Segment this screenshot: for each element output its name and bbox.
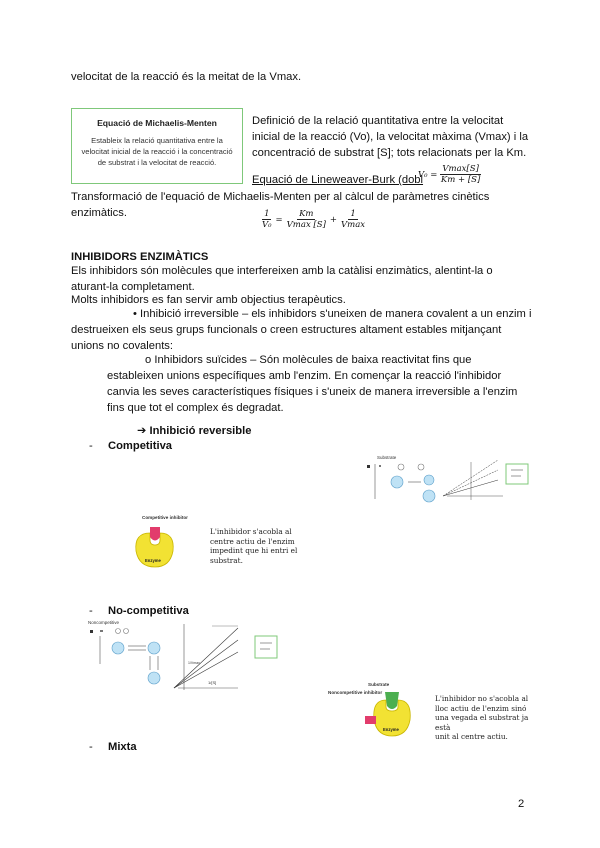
definition-line: inicial de la reacció (Vo), la velocitat màxima (Vmax) i la bbox=[252, 131, 529, 143]
graph-title: Substrate bbox=[377, 455, 397, 460]
noncompetitive-inhibitor-figure bbox=[328, 680, 428, 740]
mm-box-title: Equació de Michaelis-Menten bbox=[97, 118, 217, 128]
caption-line: L'inhibidor s'acobla al bbox=[210, 527, 292, 536]
sub-line: canvia les seves característiques físiques i s'uneix de manera irreversible a l'enzim bbox=[107, 386, 518, 398]
caption-line: unit al centre actiu. bbox=[435, 732, 508, 741]
enzyme-label: Enzyme bbox=[145, 558, 161, 563]
mm-equation bbox=[418, 164, 481, 185]
sub-line: estableixen unions específiques amb l'enzim. En començar la reacció l'inhibidor bbox=[107, 370, 502, 382]
sub-bullet-suicide bbox=[107, 352, 547, 416]
lb-t2-num: 1 bbox=[350, 209, 356, 219]
mm-equation-numerator: Vmax[S] bbox=[442, 164, 479, 174]
nc-enzyme-label: Enzyme bbox=[383, 727, 399, 732]
bullet-line: destrueixen els seus grups funcionals o creen estructures altament estables mitjançant bbox=[71, 324, 502, 336]
item-competitiva: Competitiva bbox=[108, 440, 173, 452]
dash: - bbox=[89, 741, 93, 753]
transform-line: Transformació de l'equació de Michaelis-Menten per al càlcul de paràmetres cinètics bbox=[71, 191, 490, 203]
noncompetitive-scheme bbox=[88, 618, 280, 690]
bullet-irreversible bbox=[71, 306, 541, 354]
noncompetitive-caption bbox=[435, 694, 545, 742]
bullet-line: • Inhibició irreversible – els inhibidors s'uneixen de manera covalent a un enzim i bbox=[133, 308, 532, 320]
competitive-inhibitor-figure bbox=[120, 513, 205, 573]
substrate-label: Substrate bbox=[368, 682, 390, 687]
lb-lhs-num: 1 bbox=[264, 209, 270, 219]
caption-line: L'inhibidor no s'acobla al bbox=[435, 694, 529, 703]
mm-equation-denominator: Km + [S] bbox=[440, 175, 481, 185]
caption-line: centre actiu de l'enzim bbox=[210, 536, 295, 546]
lb-lhs-den: V₀ bbox=[262, 220, 272, 230]
dash: - bbox=[89, 440, 93, 452]
nc-axis-x: 1/[S] bbox=[208, 680, 217, 685]
page-number: 2 bbox=[518, 798, 525, 810]
sub-line: o Inhibidors suïcides – Són molècules de baixa reactivitat fins que bbox=[145, 354, 472, 366]
mm-equation-lhs: V₀ = bbox=[418, 169, 438, 180]
definition-line: Definició de la relació quantitativa entre la velocitat bbox=[252, 115, 504, 127]
mm-box-body: Estableix la relació quantitativa entre la velocitat inicial de la reacció i la concentració de substrat i la velocitat de reacció. bbox=[81, 136, 233, 167]
paragraph-1 bbox=[71, 263, 493, 295]
nc-graph-title: Noncompetitive bbox=[88, 620, 120, 625]
paragraph-2: Molts inhibidors es fan servir amb objectius terapèutics. bbox=[71, 294, 346, 306]
sub-line: fins que tot el complex és degradat. bbox=[107, 402, 284, 414]
nc-vmax-label: 1/Vmax bbox=[188, 661, 200, 665]
para1-line: Els inhibidors són molècules que interfereixen amb la catàlisi enzimàtics, alentint-la o bbox=[71, 265, 493, 277]
definition-text bbox=[252, 113, 528, 161]
dash: - bbox=[89, 605, 93, 617]
transform-line: enzimàtics. bbox=[71, 207, 127, 219]
lb-t1-num: Km bbox=[299, 209, 314, 219]
lb-t2-den: Vmax bbox=[341, 220, 366, 230]
competitive-graph bbox=[363, 452, 531, 504]
competitive-label: Competitive inhibitor bbox=[142, 515, 188, 520]
caption-line: lloc actiu de l'enzim sinó bbox=[435, 703, 527, 713]
competitive-caption bbox=[210, 527, 300, 565]
lb-t1-den: Vmax [S] bbox=[286, 220, 326, 230]
caption-line: una vegada el substrat ja està bbox=[435, 713, 529, 732]
section-title: INHIBIDORS ENZIMÀTICS bbox=[71, 251, 209, 263]
intro-line: velocitat de la reacció és la meitat de la Vmax. bbox=[71, 71, 302, 83]
lineweaver-burk-label: Equació de Lineweaver-Burk (dobl bbox=[252, 174, 424, 186]
item-mixta: Mixta bbox=[108, 741, 137, 753]
caption-line: substrat. bbox=[210, 555, 243, 565]
item-no-competitiva: No-competitiva bbox=[108, 605, 189, 617]
noncompetitive-label: Noncompetitive inhibitor bbox=[328, 690, 383, 695]
caption-line: impedint que hi entri el bbox=[210, 546, 298, 555]
para1-line: aturant-la completament. bbox=[71, 281, 195, 293]
reversible-heading: ➔ Inhibició reversible bbox=[137, 425, 252, 437]
bullet-line: unions no covalents: bbox=[71, 340, 173, 352]
michaelis-menten-box bbox=[71, 108, 243, 184]
lb-equation: $\frac{1}{\text{V₀}}$ = $\frac{Km}{Vmax [S]}$ + $\frac{1}{Vmax}$ bbox=[262, 209, 366, 230]
definition-line: concentració de substrat [S]; tots relacionats per la Km. bbox=[252, 147, 527, 159]
